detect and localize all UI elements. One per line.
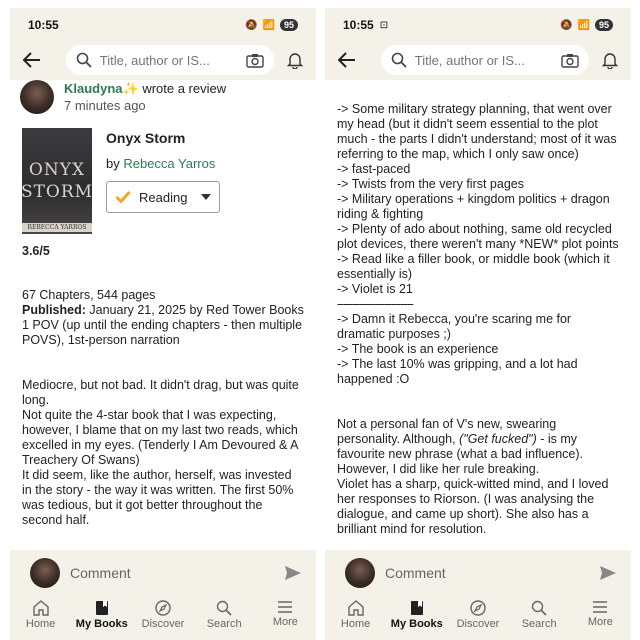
- nav-label: Search: [206, 618, 242, 630]
- review-line: -> The book is an experience: [337, 342, 499, 356]
- review-line: It did seem, like the author, herself, was invested in the story - the way it was written. The first 50% was tedious, but it got better throughout the second half.: [22, 468, 294, 527]
- nav-search[interactable]: [196, 600, 252, 630]
- signal-icon: 📶: [577, 19, 590, 31]
- review-line: -> Some military strategy planning, that went over my head (but it didn't seem essential to the plot much - the parts I didn't understand; most of it was referring to the map, which I only saw once): [337, 102, 617, 161]
- comment-input[interactable]: Comment: [385, 565, 446, 581]
- camera-icon[interactable]: [561, 53, 579, 68]
- review-line: -> Violet is 21: [337, 282, 413, 296]
- reviewer-name[interactable]: Klaudyna✨: [64, 81, 139, 96]
- search-icon: [216, 600, 232, 616]
- book-icon: [409, 600, 425, 616]
- caret-down-icon: [201, 194, 211, 200]
- review-line: -> Damn it Rebecca, you're scaring me for dramatic purposes ;): [337, 312, 572, 341]
- bottom-bar: [10, 550, 316, 640]
- send-icon[interactable]: [284, 565, 302, 581]
- review-content: [325, 80, 631, 550]
- compass-icon: [155, 600, 171, 616]
- nav-discover[interactable]: [450, 600, 506, 630]
- bottom-nav: [325, 596, 631, 630]
- status-icons: [560, 19, 613, 31]
- review-line: Violet has a sharp, quick-witted mind, and I loved her responses to Riorson. (I was analysing the dialogue, and came up short). She also has a brilliant mind for resolution.: [337, 477, 609, 536]
- avatar[interactable]: [20, 80, 54, 114]
- review-line: [22, 303, 304, 318]
- bell-icon[interactable]: [284, 49, 306, 71]
- review-line: -> The last 10% was gripping, and a lot had happened :O: [337, 357, 578, 386]
- menu-icon: [277, 600, 293, 614]
- search-bar[interactable]: [381, 45, 589, 75]
- menu-icon: [592, 600, 608, 614]
- back-arrow-icon[interactable]: [335, 48, 359, 72]
- published-value: January 21, 2025 by Red Tower Books: [89, 303, 304, 317]
- comment-bar[interactable]: [10, 550, 316, 596]
- review-line: -> Twists from the very first pages: [337, 177, 524, 191]
- nav-my-books[interactable]: [74, 600, 130, 630]
- review-meta: [64, 80, 226, 120]
- review-body-left: [10, 288, 316, 528]
- review-line: -> Military operations + kingdom politics + dragon riding & fighting: [337, 192, 610, 221]
- search-input[interactable]: [415, 53, 561, 68]
- nav-label: Search: [521, 618, 557, 630]
- status-bar: [10, 8, 316, 42]
- book-info: [106, 128, 220, 234]
- battery-badge: 95: [280, 19, 298, 31]
- review-text: Not a personal fan of V's new, swearing personality. Although,: [337, 417, 557, 446]
- app-bar: [325, 42, 631, 78]
- camera-icon[interactable]: [246, 53, 264, 68]
- nav-label: Home: [25, 618, 56, 630]
- bottom-bar: [325, 550, 631, 640]
- review-content: [10, 80, 316, 550]
- bell-icon[interactable]: [599, 49, 621, 71]
- nav-more[interactable]: [572, 600, 628, 630]
- book-card: [10, 120, 316, 234]
- review-divider: ------------------------: [337, 297, 413, 311]
- book-cover[interactable]: [22, 128, 92, 234]
- nav-label: Discover: [141, 618, 185, 630]
- bottom-nav: [10, 596, 316, 630]
- review-line: 67 Chapters, 544 pages: [22, 288, 156, 302]
- review-text: - is my favourite new phrase (what a bad influence). However, I did like her rule breaking.: [337, 432, 583, 476]
- shelf-dropdown[interactable]: [106, 181, 220, 213]
- review-line: Mediocre, but not bad. It didn't drag, but was quite long.: [22, 378, 299, 407]
- status-icons: [245, 19, 298, 31]
- comment-bar[interactable]: [325, 550, 631, 596]
- search-bar[interactable]: [66, 45, 274, 75]
- nav-search[interactable]: [511, 600, 567, 630]
- search-input[interactable]: [100, 53, 246, 68]
- mute-icon: 🔕: [245, 19, 258, 31]
- status-bar: [325, 8, 631, 42]
- nav-label: Home: [340, 618, 371, 630]
- check-icon: [115, 190, 131, 204]
- by-label: by: [106, 156, 124, 171]
- back-arrow-icon[interactable]: [20, 48, 44, 72]
- nav-label: More: [272, 616, 298, 628]
- cover-title-line2: STORM: [20, 182, 94, 202]
- book-author[interactable]: Rebecca Yarros: [123, 156, 216, 171]
- nav-label: My Books: [75, 618, 128, 630]
- status-time: 10:55: [28, 18, 59, 32]
- search-icon: [391, 52, 407, 68]
- avatar: [30, 558, 60, 588]
- signal-icon: 📶: [262, 19, 275, 31]
- nav-label: More: [587, 616, 613, 628]
- nav-discover[interactable]: [135, 600, 191, 630]
- review-time: 7 minutes ago: [64, 98, 146, 113]
- review-line: [337, 417, 619, 477]
- avatar: [345, 558, 375, 588]
- shelf-label: Reading: [139, 189, 188, 205]
- phone-screen-right: [325, 8, 631, 640]
- review-line: 1 POV (up until the ending chapters - then multiple POVS), 1st-person narration: [22, 318, 303, 347]
- nav-home[interactable]: [13, 600, 69, 630]
- book-icon: [94, 600, 110, 616]
- book-title[interactable]: Onyx Storm: [106, 130, 186, 146]
- comment-input[interactable]: Comment: [70, 565, 131, 581]
- nav-home[interactable]: [328, 600, 384, 630]
- published-label: Published:: [22, 303, 86, 317]
- cover-author: REBECCA YARROS: [22, 223, 92, 232]
- review-line: -> Read like a filler book, or middle book (which it essentially is): [337, 252, 610, 281]
- nav-label: Discover: [456, 618, 500, 630]
- search-icon: [531, 600, 547, 616]
- mute-icon: 🔕: [560, 19, 573, 31]
- review-line: -> fast-paced: [337, 162, 411, 176]
- review-header: [10, 80, 316, 120]
- send-icon[interactable]: [599, 565, 617, 581]
- screen-record-icon: ⊡: [379, 19, 389, 31]
- review-body-right: [325, 80, 631, 537]
- review-line: Not quite the 4-star book that I was expecting, however, I blame that on my last two reads, which excelled in my eyes. (Tenderly I Am Devoured & A Treachery Of Swans): [22, 408, 298, 467]
- phone-screen-left: [10, 8, 316, 640]
- compass-icon: [470, 600, 486, 616]
- nav-label: My Books: [390, 618, 443, 630]
- nav-more[interactable]: [257, 600, 313, 630]
- rating-text: 3.6/5: [22, 244, 50, 258]
- app-bar: [10, 42, 316, 78]
- review-action: wrote a review: [138, 81, 227, 96]
- battery-badge: 95: [595, 19, 613, 31]
- search-icon: [76, 52, 92, 68]
- cover-title-line1: ONYX: [28, 160, 86, 180]
- home-icon: [32, 600, 50, 616]
- book-author-line: [106, 156, 220, 171]
- status-time: 10:55: [343, 18, 374, 32]
- home-icon: [347, 600, 365, 616]
- review-line: -> Plenty of ado about nothing, same old recycled plot devices, there weren't many *NEW* plot points: [337, 222, 619, 251]
- nav-my-books[interactable]: [389, 600, 445, 630]
- review-quote: ("Get fucked"): [459, 432, 537, 446]
